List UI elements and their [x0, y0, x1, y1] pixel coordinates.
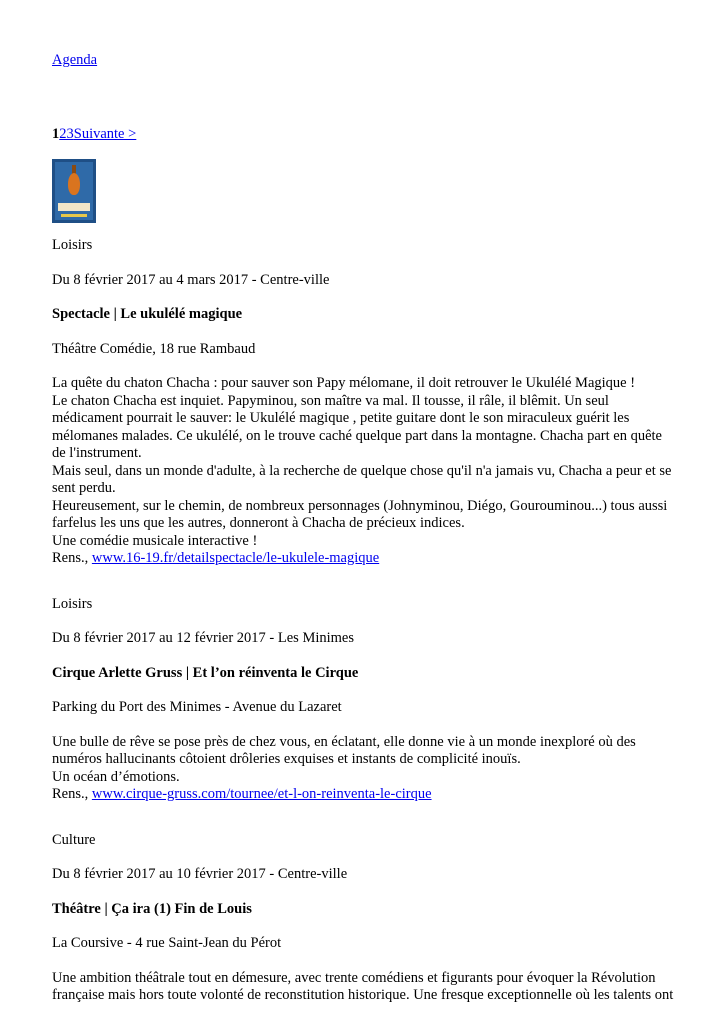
event-category: Loisirs — [52, 595, 93, 612]
event-info-prefix: Rens., — [52, 550, 92, 566]
event-description-line: Une comédie musicale interactive ! — [52, 532, 258, 549]
event-item — [52, 237, 677, 568]
event-description-line: Une bulle de rêve se pose près de chez vous, en éclatant, elle donne vie à un monde inexploré où des numéros hallucinants côtoient drôleries exquises et instants de complicité inouïs. — [52, 733, 636, 767]
event-title: Théâtre | Ça ira (1) Fin de Louis — [52, 900, 252, 917]
event-venue: Parking du Port des Minimes - Avenue du Lazaret — [52, 699, 342, 715]
event-description-line: Le chaton Chacha est inquiet. Papyminou, son maître va mal. Il tousse, il râle, il blêmit. Un seul médicament pourrait le sauver: le Ukulélé magique , petite guitare dont le son miraculeux guérit les mélomanes malades. Ce ukulélé, on le trouve caché quelque part dans la montagne. Chacha part en quête de l'instrument. — [52, 392, 662, 461]
event-info-link[interactable]: www.cirque-gruss.com/tournee/et-l-on-reinventa-le-cirque — [91, 786, 432, 802]
event-category: Culture — [52, 831, 96, 848]
event-venue: La Coursive - 4 rue Saint-Jean du Pérot — [52, 935, 282, 951]
pagination-page-2[interactable]: 2 — [59, 126, 67, 142]
event-info-line — [52, 550, 677, 568]
event-title: Cirque Arlette Gruss | Et l’on réinventa le Cirque — [52, 664, 359, 681]
ukulele-poster-image[interactable] — [52, 159, 96, 223]
event-dates: Du 8 février 2017 au 12 février 2017 - Les Minimes — [52, 630, 355, 646]
agenda-link[interactable]: Agenda — [52, 52, 98, 68]
event-dates: Du 8 février 2017 au 4 mars 2017 - Centre-ville — [52, 271, 330, 288]
event-description-line: Heureusement, sur le chemin, de nombreux personnages (Johnyminou, Diégo, Gourouminou...) tous aussi farfelus les uns que les autres, donneront à Chacha de précieux indices. — [52, 497, 668, 531]
pagination — [52, 126, 136, 143]
event-description-line: Un océan d’émotions. — [52, 768, 180, 785]
pagination-current-page: 1 — [52, 126, 60, 142]
event-title: Spectacle | Le ukulélé magique — [52, 306, 243, 322]
event-description-line: Mais seul, dans un monde d'adulte, à la recherche de quelque chose qu'il n'a jamais vu, Chacha a peur et se sent perdu. — [52, 462, 672, 496]
event-item — [52, 596, 677, 804]
event-item — [52, 832, 677, 1005]
event-list — [52, 237, 677, 1033]
pagination-next-link[interactable]: Suivante > — [73, 126, 137, 142]
event-dates: Du 8 février 2017 au 10 février 2017 - Centre-ville — [52, 866, 348, 882]
event-venue: Théâtre Comédie, 18 rue Rambaud — [52, 340, 256, 357]
pagination-page-3[interactable]: 3 — [66, 126, 74, 142]
event-description-line: La quête du chaton Chacha : pour sauver son Papy mélomane, il doit retrouver le Ukulélé Magique ! — [52, 375, 636, 391]
event-category: Loisirs — [52, 237, 93, 253]
event-info-link[interactable]: www.16-19.fr/detailspectacle/le-ukulele-magique — [91, 550, 380, 566]
event-description-line: Une ambition théâtrale tout en démesure, avec trente comédiens et figurants pour évoquer la Révolution française mais hors toute volonté de reconstitution historique. Une fresque exceptionnelle où les talents ont — [52, 969, 674, 1003]
event-info-prefix: Rens., — [52, 786, 92, 802]
event-info-line — [52, 786, 677, 804]
